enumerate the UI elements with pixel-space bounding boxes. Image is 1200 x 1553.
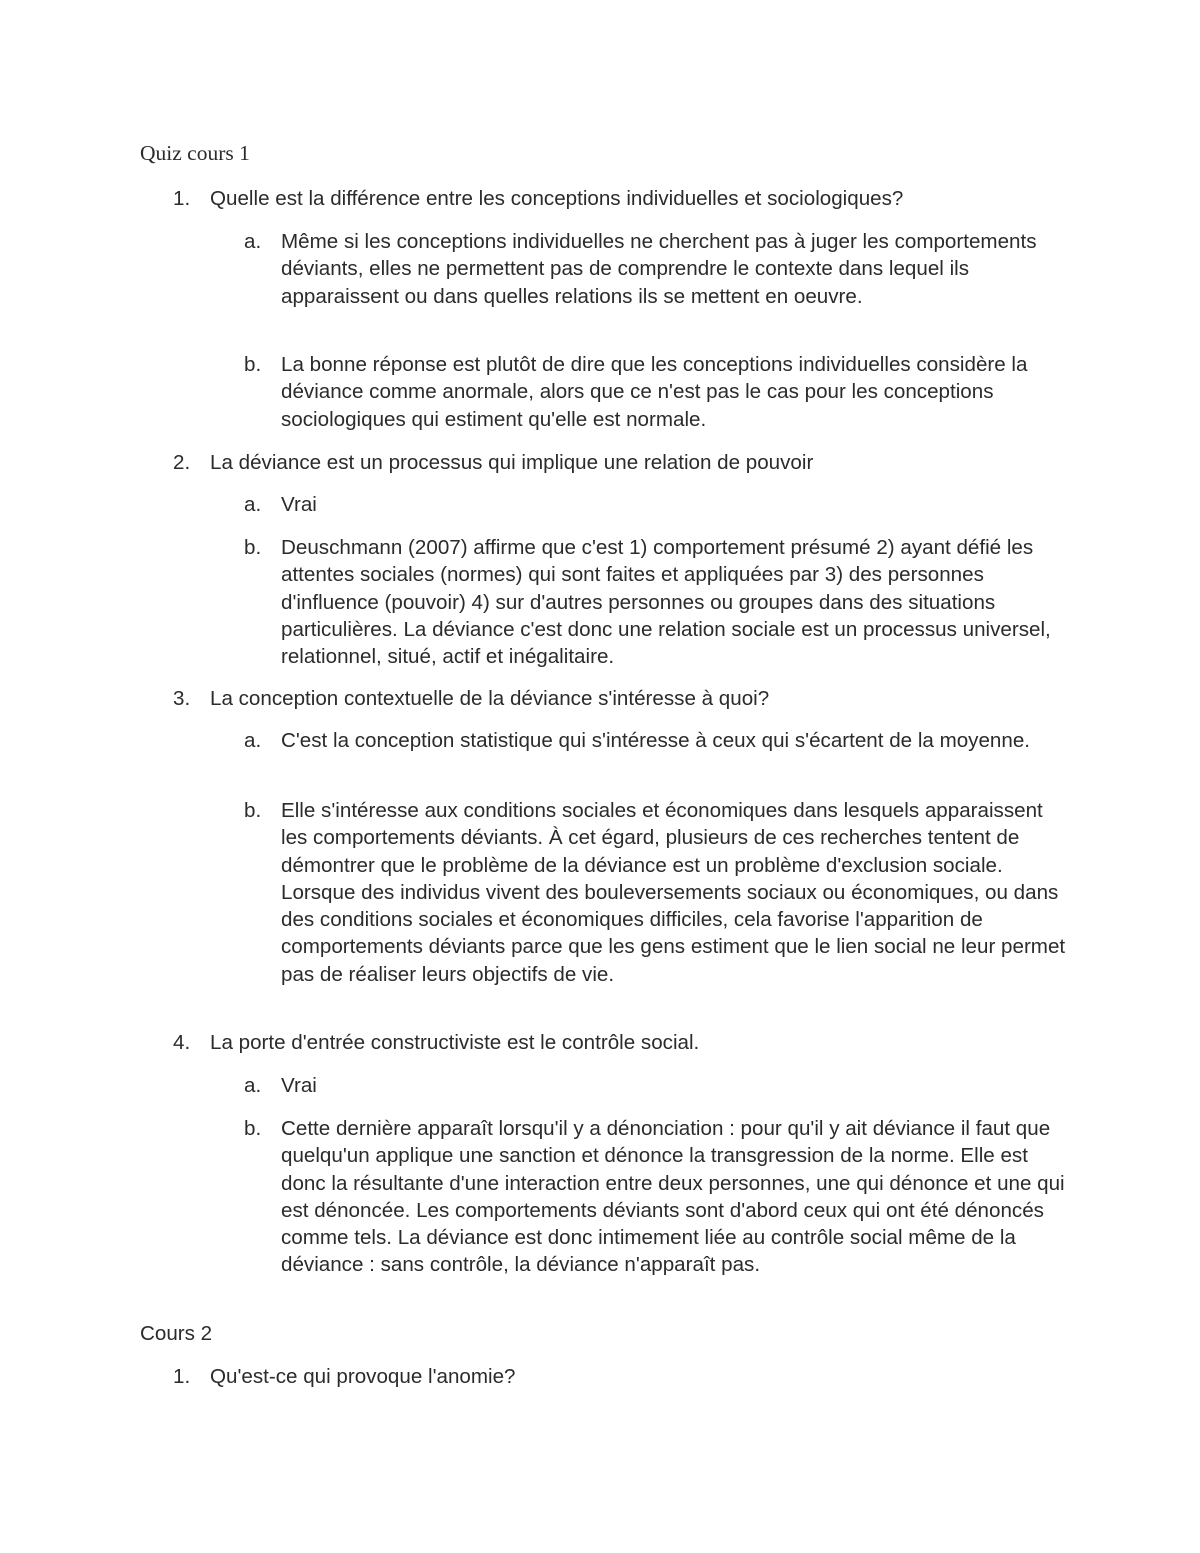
answer-letter: b. [244,536,262,559]
answer-text: Vrai [281,1074,317,1097]
answer-letter: b. [244,353,262,376]
answer-text: Cette dernière apparaît lorsqu'il y a dénonciation : pour qu'il y ait déviance il faut que quelqu'un applique une sanction et dénonce la transgression de la norme. Elle est donc la résultante d'une interaction entre deux personnes, une qui dénonce et une qui est dénoncée. Les comportements déviants sont d'abord ceux qui ont été dénoncés comme tels. La déviance est donc intimement liée au contrôle social même de la déviance : sans contrôle, la déviance n'apparaît pas. [281,1117,1065,1277]
answer-letter: a. [244,493,262,516]
question-number: 4. [173,1031,191,1054]
question-text: La déviance est un processus qui implique une relation de pouvoir [210,451,814,474]
answer-2a [244,491,1071,518]
question-text: La porte d'entrée constructiviste est le contrôle social. [210,1031,700,1054]
answer-text: Vrai [281,493,317,516]
answer-1a [244,228,1071,310]
answer-letter: a. [244,1074,262,1097]
question-4 [173,1029,1090,1056]
answer-2b [244,534,1071,670]
cours2-question-1 [173,1363,1090,1390]
section-title-quiz-cours-1: Quiz cours 1 [140,141,250,165]
question-3 [173,685,1090,712]
question-2 [173,449,1090,476]
answer-4a [244,1072,1071,1099]
answer-3a [244,727,1071,754]
question-number: 2. [173,451,191,474]
question-1 [173,185,1090,212]
answer-4b [244,1115,1071,1279]
answer-letter: a. [244,230,262,253]
answer-3b [244,797,1071,988]
section-title-cours-2: Cours 2 [140,1322,213,1345]
question-text: La conception contextuelle de la déviance s'intéresse à quoi? [210,687,770,710]
answer-text: Elle s'intéresse aux conditions sociales et économiques dans lesquels apparaissent les comportements déviants. À cet égard, plusieurs de ces recherches tentent de démontrer que le problème de la déviance est un problème d'exclusion sociale. Lorsque des individus vivent des bouleversements sociaux ou économiques, ou dans des conditions sociales et économiques difficiles, cela favorise l'apparition de comportements déviants parce que les gens estiment que le lien social ne leur permet pas de réaliser leurs objectifs de vie. [281,799,1066,986]
answer-text: Deuschmann (2007) affirme que c'est 1) comportement présumé 2) ayant défié les attentes sociales (normes) qui sont faites et appliquées par 3) des personnes d'influence (pouvoir) 4) sur d'autres personnes ou groupes dans des situations particulières. La déviance c'est donc une relation sociale est un processus universel, relationnel, situé, actif et inégalitaire. [281,536,1051,669]
answer-1b [244,351,1071,433]
answer-text: C'est la conception statistique qui s'intéresse à ceux qui s'écartent de la moyenne. [281,729,1031,752]
answer-text: La bonne réponse est plutôt de dire que les conceptions individuelles considère la déviance comme anormale, alors que ce n'est pas le cas pour les conceptions sociologiques qui estiment qu'elle est normale. [281,353,1028,431]
answer-text: Même si les conceptions individuelles ne cherchent pas à juger les comportements déviants, elles ne permettent pas de comprendre le contexte dans lequel ils apparaissent ou dans quelles relations ils se mettent en oeuvre. [281,230,1037,308]
question-text: Quelle est la différence entre les conceptions individuelles et sociologiques? [210,187,904,210]
answer-letter: b. [244,799,262,822]
question-number: 3. [173,687,191,710]
question-text: Qu'est-ce qui provoque l'anomie? [210,1365,516,1388]
answer-letter: b. [244,1117,262,1140]
question-number: 1. [173,1365,191,1388]
question-number: 1. [173,187,191,210]
answer-letter: a. [244,729,262,752]
